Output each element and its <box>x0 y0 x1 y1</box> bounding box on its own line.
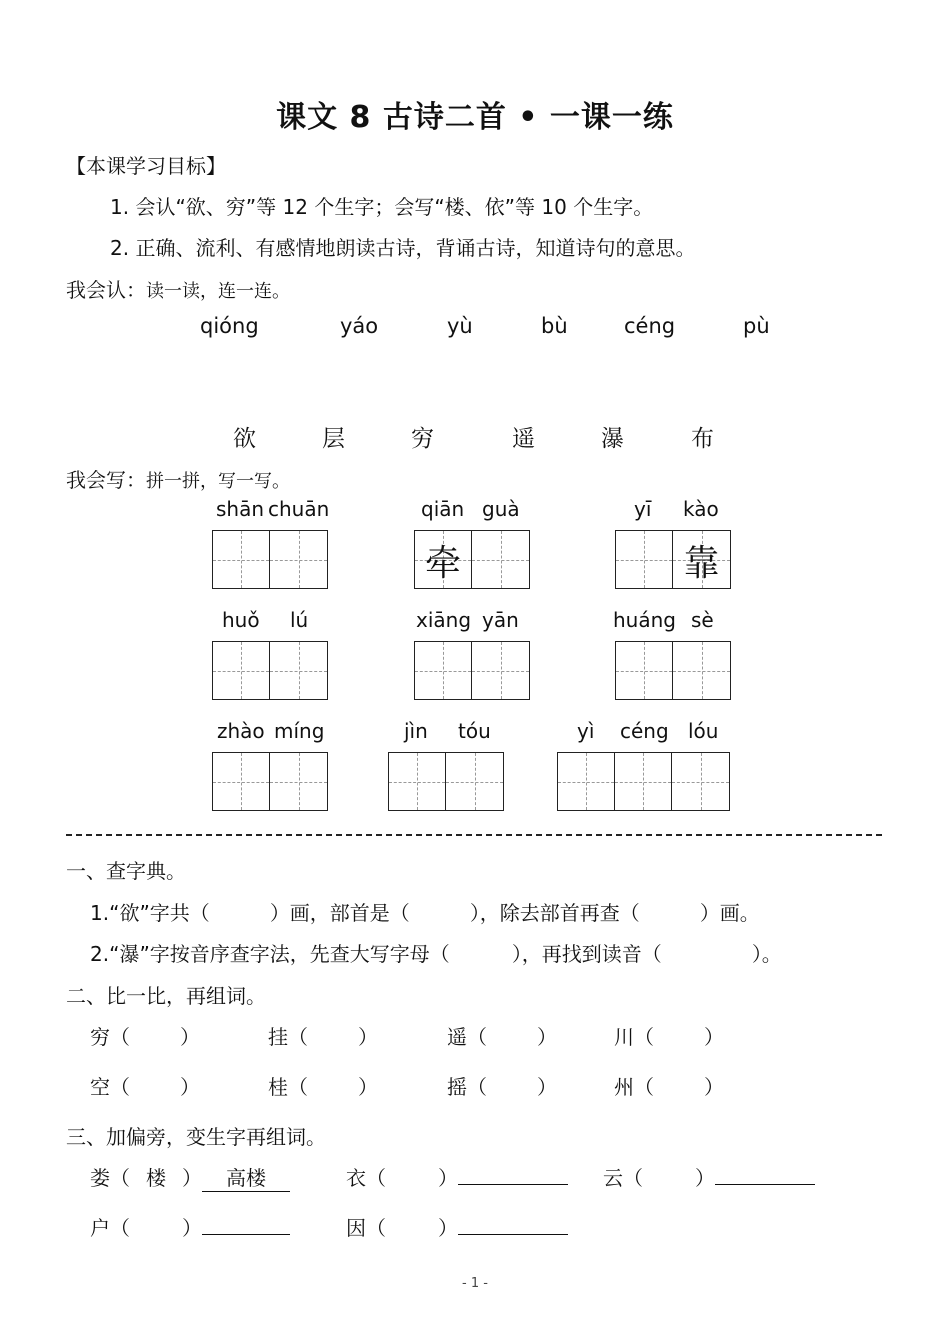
char-item[interactable]: 欲 <box>233 426 256 452</box>
writing-cell[interactable] <box>213 531 270 588</box>
radical-item[interactable]: 户（ ） <box>90 1212 290 1241</box>
write-pinyin: míng <box>274 719 325 743</box>
radical-item[interactable]: 因（ ） <box>346 1212 568 1241</box>
filled-char: 靠 <box>683 543 720 584</box>
section3-heading: 三、加偏旁，变生字再组词。 <box>66 1125 326 1149</box>
radical-item[interactable]: 衣（ ） <box>346 1162 568 1191</box>
recognize-instruction: 读一读，连一连。 <box>146 281 290 302</box>
compare-item[interactable]: 州（ ） <box>614 1075 724 1099</box>
compare-item[interactable]: 挂（ ） <box>268 1025 378 1049</box>
write-pinyin: sè <box>691 608 714 632</box>
write-pinyin: jìn <box>404 719 428 743</box>
writing-cell[interactable] <box>673 531 730 588</box>
word-answer[interactable] <box>202 1234 290 1235</box>
writing-box[interactable] <box>557 752 730 811</box>
pinyin-item[interactable]: bù <box>541 314 568 338</box>
compare-item[interactable]: 遥（ ） <box>447 1025 557 1049</box>
goal-item-2: 2. 正确、流利、有感情地朗读古诗，背诵古诗，知道诗句的意思。 <box>110 236 696 260</box>
writing-cell[interactable] <box>472 642 529 699</box>
writing-cell[interactable] <box>616 531 673 588</box>
section-divider <box>66 834 882 836</box>
writing-cell[interactable] <box>270 753 327 810</box>
write-pinyin: zhào <box>217 719 265 743</box>
writing-cell[interactable] <box>672 753 729 810</box>
compare-item[interactable]: 穷（ ） <box>90 1025 200 1049</box>
char-item[interactable]: 瀑 <box>601 426 624 452</box>
writing-cell[interactable] <box>558 753 615 810</box>
writing-cell[interactable] <box>615 753 672 810</box>
dictionary-question-2: 2.“瀑”字按音序查字法，先查大写字母（ ），再找到读音（ ）。 <box>90 942 782 966</box>
write-pinyin: xiāng <box>416 608 472 632</box>
writing-cell[interactable] <box>213 753 270 810</box>
write-pinyin: huáng <box>613 608 676 632</box>
write-pinyin: yān <box>482 608 519 632</box>
char-item[interactable]: 层 <box>322 426 345 452</box>
write-pinyin: guà <box>482 497 520 521</box>
writing-box[interactable] <box>212 752 328 811</box>
page-title: 课文 8 古诗二首 • 一课一练 <box>276 100 674 135</box>
write-pinyin: lóu <box>688 719 719 743</box>
compare-item[interactable]: 空（ ） <box>90 1075 200 1099</box>
compare-item[interactable]: 桂（ ） <box>268 1075 378 1099</box>
write-pinyin: lú <box>290 608 309 632</box>
word-answer[interactable] <box>458 1184 568 1185</box>
writing-cell[interactable] <box>270 531 327 588</box>
write-pinyin: tóu <box>458 719 491 743</box>
write-pinyin: huǒ <box>222 608 260 632</box>
writing-cell[interactable] <box>446 753 503 810</box>
compare-item[interactable]: 川（ ） <box>614 1025 724 1049</box>
write-pinyin: kào <box>683 497 719 521</box>
write-section <box>66 464 290 493</box>
pinyin-item[interactable]: yù <box>447 314 473 338</box>
char-item[interactable]: 穷 <box>411 426 434 452</box>
writing-box[interactable] <box>388 752 504 811</box>
writing-cell[interactable] <box>415 642 472 699</box>
writing-box[interactable] <box>615 530 731 589</box>
writing-cell[interactable] <box>616 642 673 699</box>
write-pinyin: céng <box>620 719 669 743</box>
word-answer: 高楼 <box>202 1162 290 1192</box>
filled-char: 楼 <box>146 1166 166 1190</box>
write-pinyin: qiān <box>421 497 465 521</box>
word-answer[interactable] <box>458 1234 568 1235</box>
writing-cell[interactable] <box>213 642 270 699</box>
dictionary-question-1: 1.“欲”字共（ ）画，部首是（ ），除去部首再查（ ）画。 <box>90 901 760 925</box>
write-pinyin: yì <box>577 719 595 743</box>
char-item[interactable]: 布 <box>691 426 714 452</box>
recognize-section <box>66 274 290 303</box>
writing-box[interactable] <box>212 641 328 700</box>
write-pinyin: yī <box>634 497 652 521</box>
compare-item[interactable]: 摇（ ） <box>447 1075 557 1099</box>
writing-cell[interactable] <box>415 531 472 588</box>
pinyin-item[interactable]: pù <box>743 314 770 338</box>
char-item[interactable]: 遥 <box>512 426 535 452</box>
writing-box[interactable] <box>212 530 328 589</box>
writing-box[interactable] <box>414 641 530 700</box>
radical-item[interactable]: 娄（ 楼 ） 高楼 <box>90 1162 290 1192</box>
goal-item-1: 1. 会认“欲、穷”等 12 个生字；会写“楼、依”等 10 个生字。 <box>110 195 654 219</box>
page-number: - 1 - <box>462 1276 488 1291</box>
writing-cell[interactable] <box>472 531 529 588</box>
pinyin-item[interactable]: qióng <box>200 314 259 338</box>
pinyin-item[interactable]: yáo <box>340 314 379 338</box>
write-label: 我会写： <box>66 468 146 492</box>
section2-heading: 二、比一比，再组词。 <box>66 984 266 1008</box>
writing-cell[interactable] <box>673 642 730 699</box>
recognize-label: 我会认： <box>66 278 146 302</box>
writing-box[interactable] <box>414 530 530 589</box>
write-pinyin: shān <box>216 497 265 521</box>
write-pinyin: chuān <box>268 497 330 521</box>
word-answer[interactable] <box>715 1184 815 1185</box>
write-instruction: 拼一拼，写一写。 <box>146 471 290 492</box>
writing-cell[interactable] <box>270 642 327 699</box>
filled-char: 牵 <box>424 543 461 584</box>
pinyin-item[interactable]: céng <box>624 314 676 338</box>
writing-cell[interactable] <box>389 753 446 810</box>
writing-box[interactable] <box>615 641 731 700</box>
section1-heading: 一、查字典。 <box>66 859 186 883</box>
goals-heading: 【本课学习目标】 <box>66 154 226 178</box>
radical-item[interactable]: 云（ ） <box>603 1162 815 1191</box>
